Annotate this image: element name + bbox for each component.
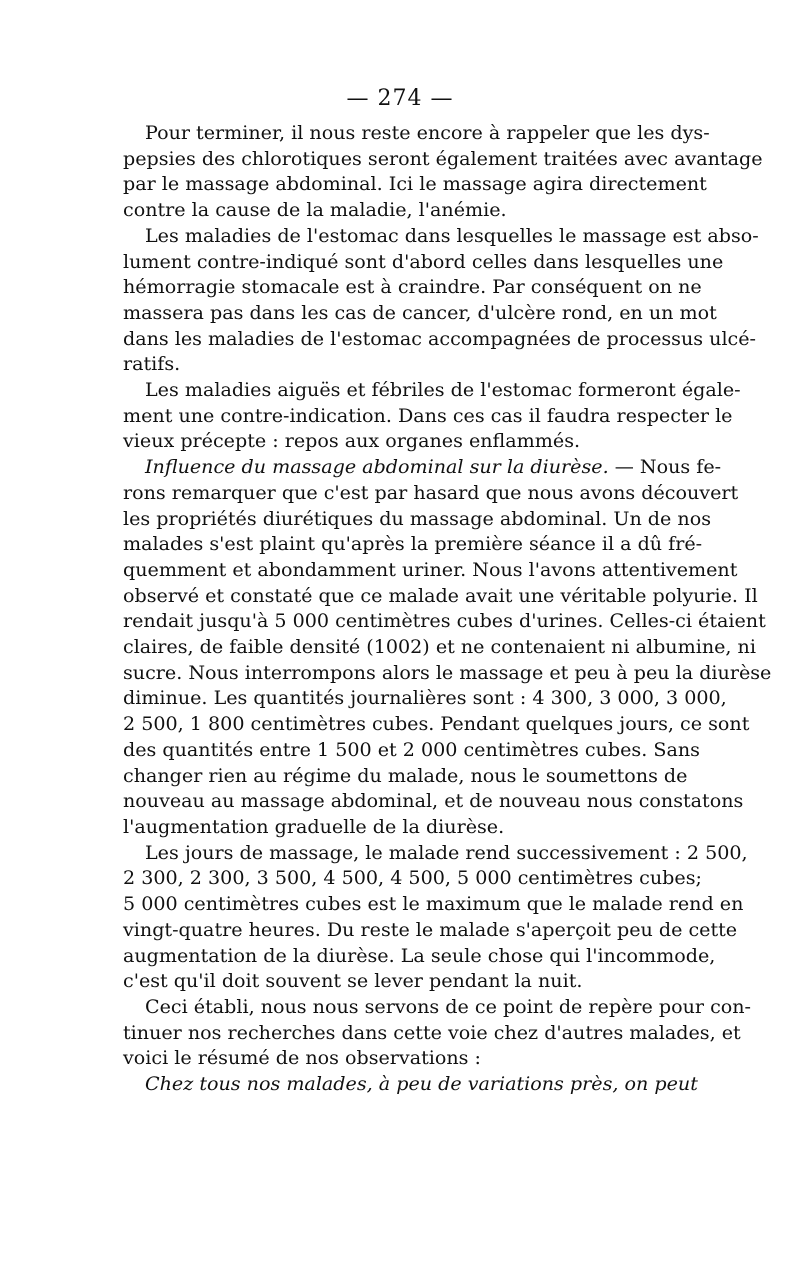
text-line: changer rien au régime du malade, nous le soumettons de	[123, 763, 688, 787]
text-line: les propriétés diurétiques du massage abdominal. Un de nos	[123, 506, 711, 530]
page-body	[123, 120, 772, 1097]
page-number: — 274 —	[346, 86, 454, 111]
text-fragment: — Nous fe-	[608, 455, 722, 479]
text-line: voici le résumé de nos observations :	[123, 1046, 481, 1070]
text-line: contre la cause de la maladie, l'anémie.	[123, 198, 507, 222]
text-line: 2 300, 2 300, 3 500, 4 500, 4 500, 5 000 centimètres cubes;	[123, 866, 702, 890]
text-line: rons remarquer que c'est par hasard que nous avons découvert	[123, 480, 739, 504]
paragraph	[123, 840, 748, 994]
text-line: vingt-quatre heures. Du reste le malade s'aperçoit peu de cette	[123, 917, 738, 941]
section-heading: Influence du massage abdominal sur la diurèse.	[145, 455, 609, 479]
text-line: quemment et abondamment uriner. Nous l'avons attentivement	[123, 557, 738, 581]
text-line: 5 000 centimètres cubes est le maximum que le malade rend en	[123, 892, 744, 916]
text-line: diminue. Les quantités journalières sont : 4 300, 3 000, 3 000,	[123, 686, 727, 710]
text-line: dans les maladies de l'estomac accompagnées de processus ulcé-	[123, 326, 756, 350]
text-line: Les maladies aiguës et fébriles de l'estomac formeront égale-	[145, 378, 741, 402]
text-line: Les jours de massage, le malade rend successivement : 2 500,	[145, 840, 748, 864]
paragraph	[123, 120, 763, 223]
text-line: Ceci établi, nous nous servons de ce point de repère pour con-	[145, 994, 752, 1018]
text-line: vieux précepte : repos aux organes enflammés.	[123, 429, 581, 453]
text-line: des quantités entre 1 500 et 2 000 centimètres cubes. Sans	[123, 737, 700, 761]
paragraph	[123, 1071, 698, 1097]
text-line: claires, de faible densité (1002) et ne contenaient ni albumine, ni	[123, 635, 756, 659]
text-line: augmentation de la diurèse. La seule chose qui l'incommode,	[123, 943, 716, 967]
text-line: l'augmentation graduelle de la diurèse.	[123, 814, 505, 838]
text-line: 2 500, 1 800 centimètres cubes. Pendant quelques jours, ce sont	[123, 712, 750, 736]
text-line: sucre. Nous interrompons alors le massage et peu à peu la diurèse	[123, 660, 772, 684]
paragraph	[123, 377, 741, 454]
text-line: tinuer nos recherches dans cette voie chez d'autres malades, et	[123, 1020, 741, 1044]
text-line: pepsies des chlorotiques seront également traitées avec avantage	[123, 146, 763, 170]
paragraph	[123, 223, 759, 377]
text-line: Chez tous nos malades, à peu de variations près, on peut	[145, 1072, 698, 1096]
text-line: c'est qu'il doit souvent se lever pendant la nuit.	[123, 969, 583, 993]
text-line: malades s'est plaint qu'après la première séance il a dû fré-	[123, 532, 703, 556]
paragraph	[123, 454, 772, 840]
paragraph	[123, 994, 752, 1071]
text-line: ratifs.	[123, 352, 181, 376]
text-line: rendait jusqu'à 5 000 centimètres cubes d'urines. Celles-ci étaient	[123, 609, 766, 633]
text-line: nouveau au massage abdominal, et de nouveau nous constatons	[123, 789, 744, 813]
text-line: hémorragie stomacale est à craindre. Par conséquent on ne	[123, 275, 702, 299]
text-line: ment une contre-indication. Dans ces cas il faudra respecter le	[123, 403, 733, 427]
text-line: massera pas dans les cas de cancer, d'ulcère rond, en un mot	[123, 300, 717, 324]
text-line: par le massage abdominal. Ici le massage agira directement	[123, 172, 707, 196]
text-line: Les maladies de l'estomac dans lesquelles le massage est abso-	[145, 223, 759, 247]
text-line: observé et constaté que ce malade avait une véritable polyurie. Il	[123, 583, 758, 607]
text-line	[123, 454, 722, 480]
text-line: lument contre-indiqué sont d'abord celles dans lesquelles une	[123, 249, 724, 273]
text-line: Pour terminer, il nous reste encore à rappeler que les dys-	[145, 121, 710, 144]
